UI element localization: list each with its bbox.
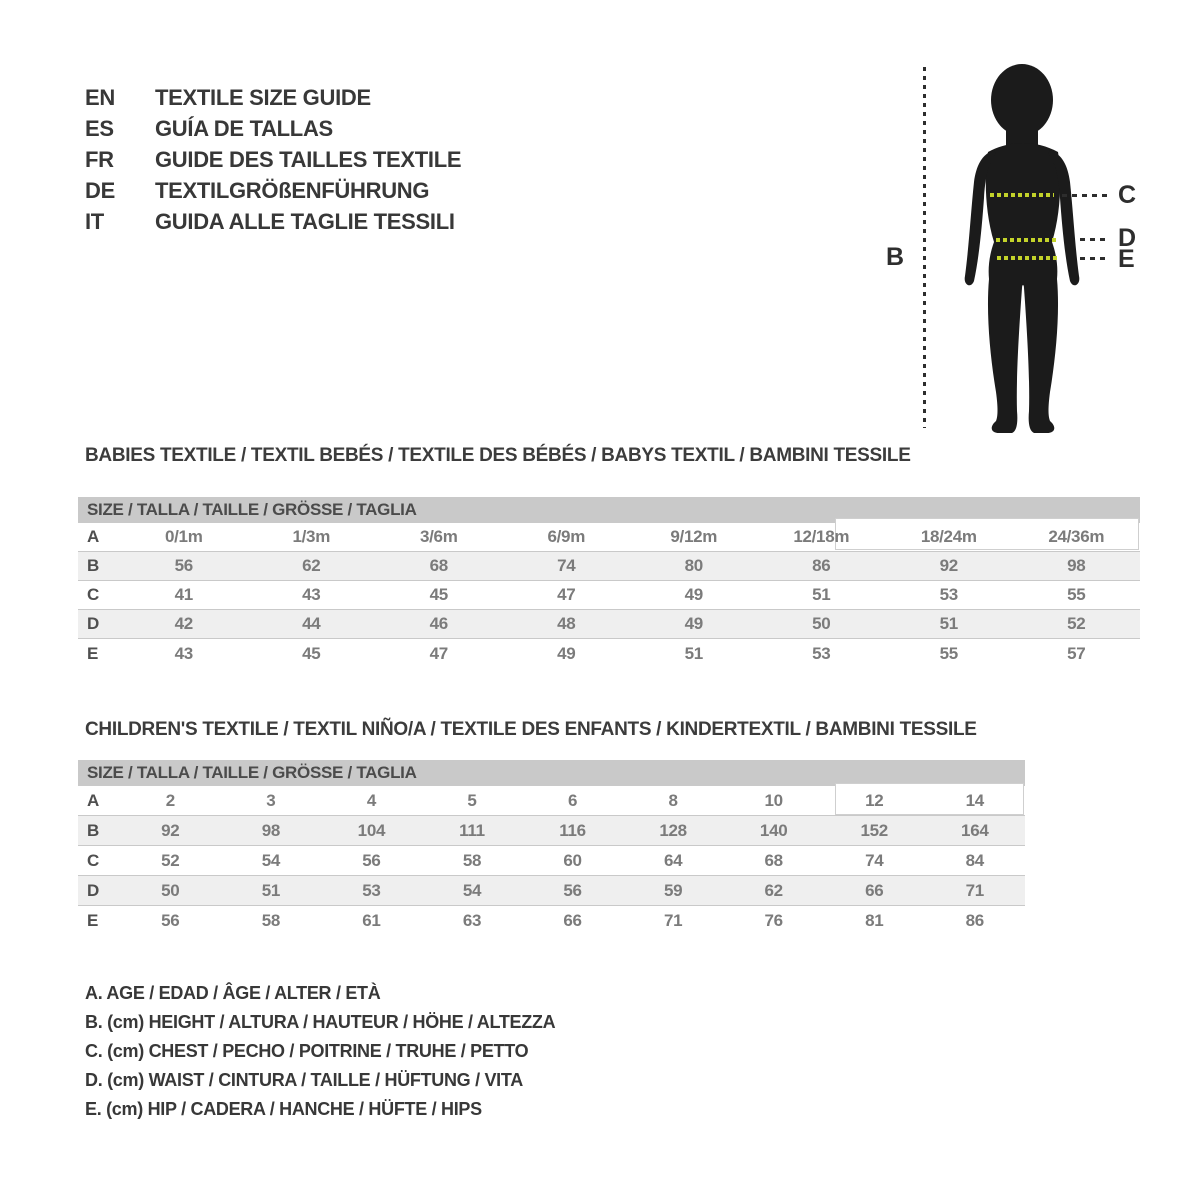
table-row	[78, 846, 1025, 876]
value-cell: 98	[1067, 556, 1086, 575]
value-cell: 66	[865, 880, 884, 900]
legend-item: A. AGE / EDAD / ÂGE / ALTER / ETÀ	[85, 983, 381, 1003]
value-cell: 47	[429, 643, 448, 663]
value-cell: 8	[668, 790, 678, 810]
value-cell: 92	[161, 820, 180, 840]
row-label-cell: A	[87, 527, 99, 546]
value-cell: 42	[174, 614, 193, 633]
language-code: IT	[85, 208, 104, 234]
row-label-cell: C	[87, 585, 99, 604]
language-row	[85, 175, 461, 206]
value-cell: 44	[302, 614, 321, 633]
language-code: FR	[85, 146, 114, 172]
language-code: ES	[85, 115, 114, 141]
value-cell: 98	[261, 820, 280, 840]
value-cell: 41	[174, 585, 193, 604]
value-cell: 86	[812, 556, 831, 575]
value-cell: 92	[939, 556, 958, 575]
value-cell: 49	[684, 614, 703, 633]
value-cell: 52	[1067, 614, 1086, 633]
value-cell: 24/36m	[1048, 527, 1105, 546]
value-cell: 164	[961, 820, 989, 840]
value-cell: 54	[261, 850, 280, 870]
value-cell: 52	[161, 850, 180, 870]
value-cell: 56	[563, 880, 582, 900]
value-cell: 76	[764, 911, 783, 930]
value-cell: 9/12m	[670, 527, 718, 546]
value-cell: 62	[764, 880, 783, 900]
value-cell: 55	[1067, 585, 1086, 604]
legend-item: B. (cm) HEIGHT / ALTURA / HAUTEUR / HÖHE / ALTEZZA	[85, 1012, 556, 1032]
value-cell: 3	[266, 790, 276, 810]
value-cell: 152	[860, 820, 888, 840]
row-label-cell: D	[87, 614, 99, 633]
chest-leader-line	[1062, 194, 1108, 197]
height-measure-line	[923, 67, 926, 428]
value-cell: 12/18m	[793, 527, 850, 546]
legend-item: C. (cm) CHEST / PECHO / POITRINE / TRUHE / PETTO	[85, 1041, 529, 1061]
children-size-table	[78, 760, 1025, 936]
measurement-legend	[85, 979, 555, 1124]
table-row	[78, 581, 1140, 610]
value-cell: 50	[161, 880, 180, 900]
value-cell: 3/6m	[419, 527, 458, 546]
value-cell: 0/1m	[164, 527, 203, 546]
waist-label: D	[1118, 224, 1136, 252]
table-row	[78, 552, 1140, 581]
table-row	[78, 816, 1025, 846]
row-label-cell: D	[87, 880, 99, 900]
value-cell: 61	[362, 911, 381, 930]
value-cell: 43	[302, 585, 321, 604]
value-cell: 46	[429, 614, 448, 633]
value-cell: 14	[965, 790, 984, 810]
row-label-cell: C	[87, 850, 99, 870]
language-label: GUÍA DE TALLAS	[155, 115, 333, 141]
value-cell: 48	[557, 614, 576, 633]
value-cell: 58	[261, 911, 280, 930]
value-cell: 56	[174, 556, 193, 575]
language-row	[85, 144, 461, 175]
language-label: GUIDE DES TAILLES TEXTILE	[155, 146, 462, 172]
value-cell: 47	[557, 585, 576, 604]
value-cell: 51	[684, 643, 703, 663]
value-cell: 51	[261, 880, 280, 900]
language-code: DE	[85, 177, 115, 203]
value-cell: 2	[165, 790, 175, 810]
table-row	[78, 906, 1025, 936]
value-cell: 12	[865, 790, 884, 810]
value-cell: 54	[462, 880, 482, 900]
size-header-bar: SIZE / TALLA / TAILLE / GRÖSSE / TAGLIA	[78, 760, 1025, 786]
hip-label: E	[1118, 245, 1135, 273]
value-cell: 80	[684, 556, 703, 575]
value-cell: 5	[467, 790, 477, 810]
value-cell: 104	[357, 820, 386, 840]
value-cell: 6	[567, 790, 578, 810]
value-cell: 59	[663, 880, 683, 900]
language-label: GUIDA ALLE TAGLIE TESSILI	[155, 208, 455, 234]
value-cell: 140	[759, 820, 788, 840]
value-cell: 63	[462, 911, 482, 930]
value-cell: 84	[965, 850, 984, 870]
row-label-cell: E	[87, 643, 99, 663]
value-cell: 49	[684, 585, 703, 604]
value-cell: 71	[663, 911, 683, 930]
babies-size-table	[78, 497, 1140, 668]
value-cell: 10	[764, 790, 783, 810]
value-cell: 51	[939, 614, 958, 633]
value-cell: 68	[429, 556, 448, 575]
language-row	[85, 113, 461, 144]
language-row	[85, 206, 461, 237]
value-cell: 74	[557, 556, 576, 575]
value-cell: 111	[459, 820, 485, 840]
row-label-cell: B	[87, 556, 99, 575]
child-silhouette-icon	[950, 58, 1100, 438]
table-row	[78, 610, 1140, 639]
value-cell: 4	[366, 790, 376, 810]
value-cell: 49	[557, 643, 576, 663]
value-cell: 74	[865, 850, 884, 870]
table-row	[78, 639, 1140, 668]
waist-leader-line	[1080, 238, 1108, 241]
hip-dotted-line	[997, 256, 1060, 260]
value-cell: 116	[559, 820, 586, 840]
row-label-cell: E	[87, 911, 99, 930]
language-row	[85, 82, 461, 113]
legend-item: E. (cm) HIP / CADERA / HANCHE / HÜFTE / HIPS	[85, 1099, 482, 1119]
value-cell: 62	[302, 556, 321, 575]
value-cell: 60	[563, 850, 582, 870]
hip-leader-line	[1080, 257, 1108, 260]
legend-item: D. (cm) WAIST / CINTURA / TAILLE / HÜFTUNG / VITA	[85, 1070, 523, 1090]
language-code: EN	[85, 84, 115, 110]
language-label: TEXTILGRÖßENFÜHRUNG	[155, 177, 430, 203]
value-cell: 51	[812, 585, 831, 604]
value-cell: 18/24m	[920, 527, 977, 546]
value-cell: 53	[939, 585, 958, 604]
row-label-cell: A	[87, 790, 99, 810]
value-cell: 86	[965, 911, 984, 930]
waist-dotted-line	[996, 238, 1058, 242]
babies-heading: BABIES TEXTILE / TEXTIL BEBÉS / TEXTILE DES BÉBÉS / BABYS TEXTIL / BAMBINI TESSILE	[85, 445, 911, 466]
value-cell: 71	[965, 880, 984, 900]
value-cell: 6/9m	[547, 527, 586, 546]
value-cell: 56	[161, 911, 180, 930]
chest-label: C	[1118, 181, 1136, 209]
table-row	[78, 786, 1025, 816]
value-cell: 128	[659, 820, 687, 840]
value-cell: 53	[812, 643, 831, 663]
table-row	[78, 876, 1025, 906]
value-cell: 57	[1067, 643, 1086, 663]
value-cell: 53	[362, 880, 381, 900]
language-label: TEXTILE SIZE GUIDE	[155, 84, 371, 110]
value-cell: 45	[302, 643, 321, 663]
children-heading: CHILDREN'S TEXTILE / TEXTIL NIÑO/A / TEXTILE DES ENFANTS / KINDERTEXTIL / BAMBINI TESSILE	[85, 719, 977, 740]
value-cell: 64	[663, 850, 683, 870]
table-row	[78, 523, 1140, 552]
height-label: B	[886, 243, 904, 271]
value-cell: 58	[462, 850, 482, 870]
value-cell: 68	[764, 850, 783, 870]
value-cell: 55	[939, 643, 958, 663]
value-cell: 45	[429, 585, 448, 604]
value-cell: 56	[362, 850, 381, 870]
value-cell: 50	[812, 614, 831, 633]
value-cell: 1/3m	[292, 527, 331, 546]
chest-dotted-line	[990, 193, 1054, 197]
value-cell: 43	[174, 643, 193, 663]
value-cell: 66	[563, 911, 582, 930]
size-header-bar: SIZE / TALLA / TAILLE / GRÖSSE / TAGLIA	[78, 497, 1140, 523]
value-cell: 81	[865, 911, 884, 930]
row-label-cell: B	[87, 820, 99, 840]
language-list	[85, 82, 461, 237]
